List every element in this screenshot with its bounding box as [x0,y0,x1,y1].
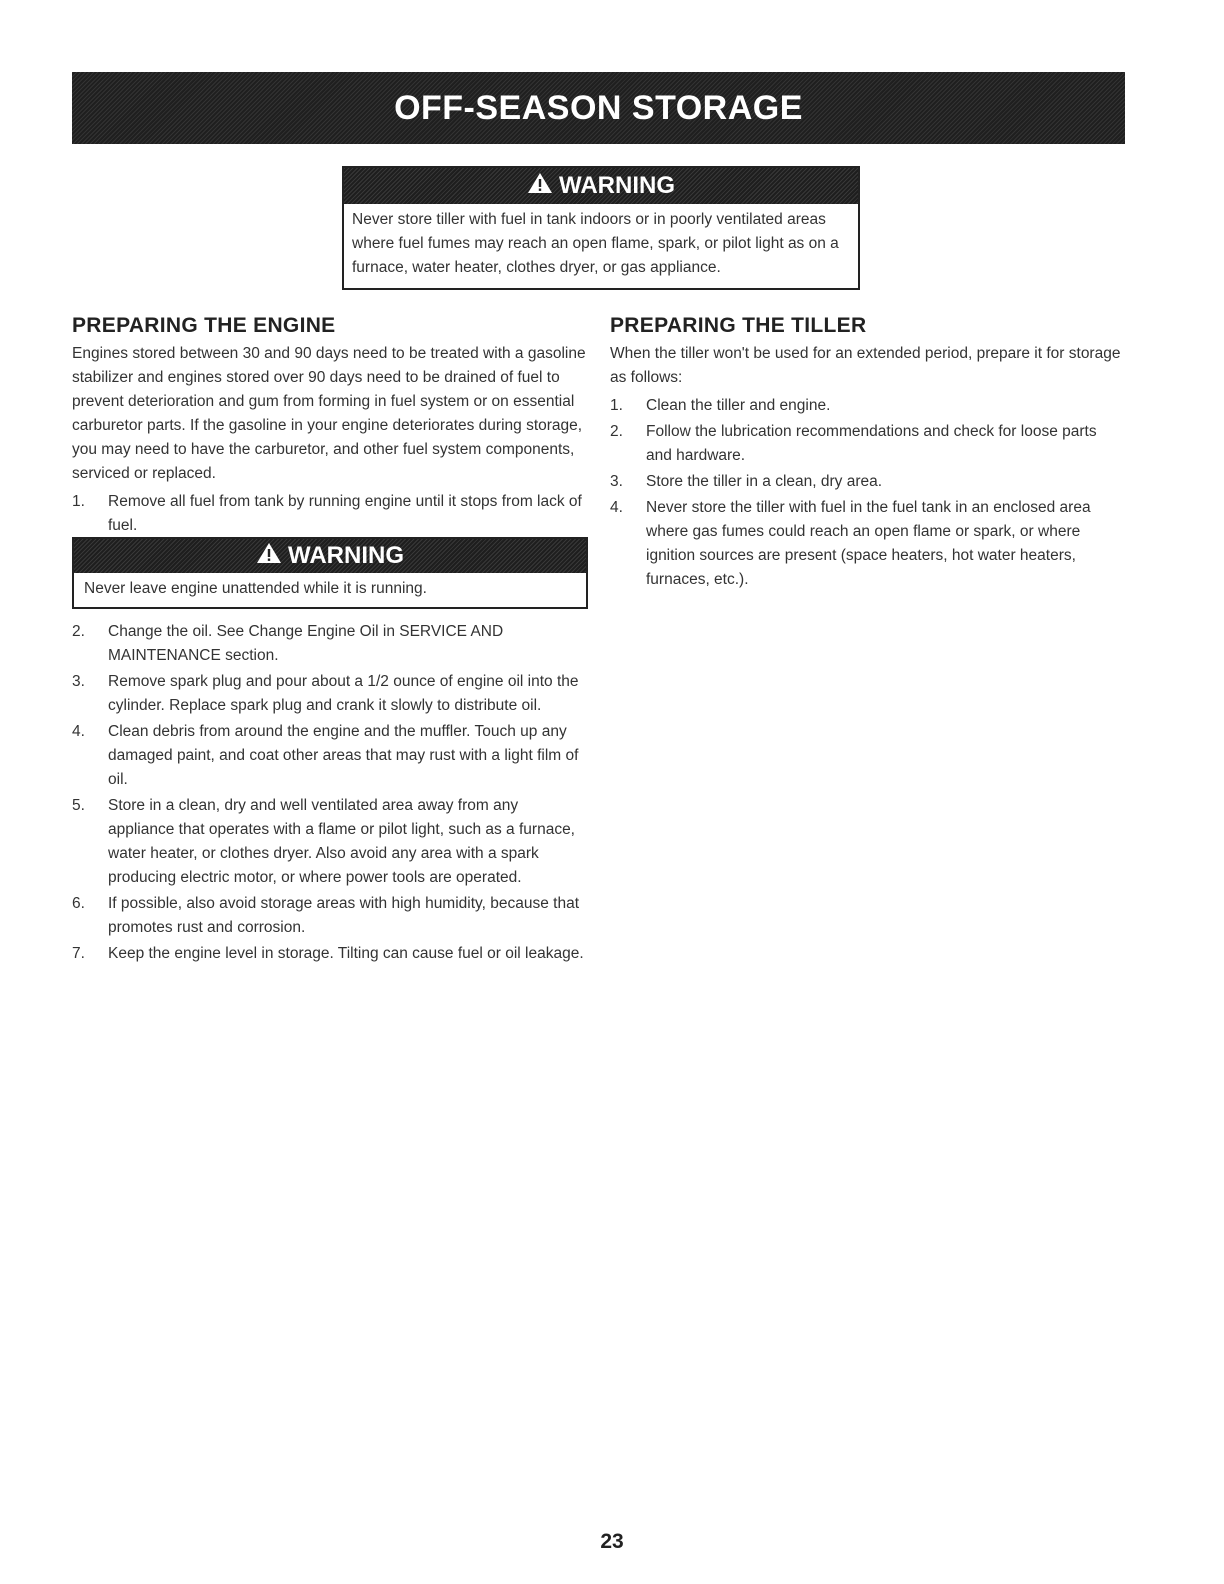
warning-header [74,539,586,573]
list-item: 1. Remove all fuel from tank by running engine until it stops from lack of fuel. [72,493,582,534]
engine-steps-list [72,620,588,968]
engine-section-title: PREPARING THE ENGINE [72,314,336,337]
list-item: 5. Store in a clean, dry and well ventilated area away from any appliance that operates with a flame or pilot light, such as a furnace, water heater, or clothes dryer. Also avoid any area with a spark producing electric motor, or where power tools are operated. [72,797,575,886]
warning-heading: WARNING [288,542,404,569]
list-item: 3. Store the tiller in a clean, dry area. [610,473,883,490]
tiller-section-title: PREPARING THE TILLER [610,314,867,337]
list-item: 2. Follow the lubrication recommendations and check for loose parts and hardware. [610,423,1097,464]
tiller-section [610,314,1126,594]
warning-text: Never store tiller with fuel in tank indoors or in poorly ventilated areas where fuel fumes may reach an open flame, spark, or pilot light as on a furnace, water heater, clothes dryer, or gas appliance. [352,211,839,276]
list-item: 6. If possible, also avoid storage areas with high humidity, because that promotes rust and corrosion. [72,895,580,936]
list-item: 3. Remove spark plug and pour about a 1/2 ounce of engine oil into the cylinder. Replace spark plug and crank it slowly to distribute oil. [72,673,579,714]
list-item: 4. Clean debris from around the engine and the muffler. Touch up any damaged paint, and coat other areas that may rust with a light film of oil. [72,723,579,788]
list-item: 2. Change the oil. See Change Engine Oil in SERVICE AND MAINTENANCE section. [72,623,504,664]
page-title: OFF-SEASON STORAGE [394,88,803,127]
list-item: 1. Clean the tiller and engine. [610,397,831,414]
engine-warning-box [72,537,588,609]
warning-heading: WARNING [559,172,675,199]
page-number: 23 [600,1530,624,1553]
engine-intro: Engines stored between 30 and 90 days need to be treated with a gasoline stabilizer and engines stored over 90 days need to be drained of fuel to prevent deterioration and gum from forming in fuel system or on essential carburetor parts. If the gasoline in your engine deteriorates during storage, you may need to have the carburetor, and other fuel system components, serviced or replaced. [72,345,586,482]
warning-header [344,168,858,204]
list-item: 4. Never store the tiller with fuel in the fuel tank in an enclosed area where gas fumes could reach an open flame or spark, or where ignition sources are present (space heaters, hot water heaters, furnaces, etc.). [610,499,1091,588]
engine-section [72,314,588,540]
section-banner [72,72,1125,144]
list-item: 7. Keep the engine level in storage. Tilting can cause fuel or oil leakage. [72,945,584,962]
warning-triangle-icon [527,172,553,201]
top-warning-box [342,166,860,290]
warning-text: Never leave engine unattended while it is running. [84,580,427,597]
warning-triangle-icon [256,542,282,571]
tiller-intro: When the tiller won't be used for an extended period, prepare it for storage as follows: [610,345,1121,386]
